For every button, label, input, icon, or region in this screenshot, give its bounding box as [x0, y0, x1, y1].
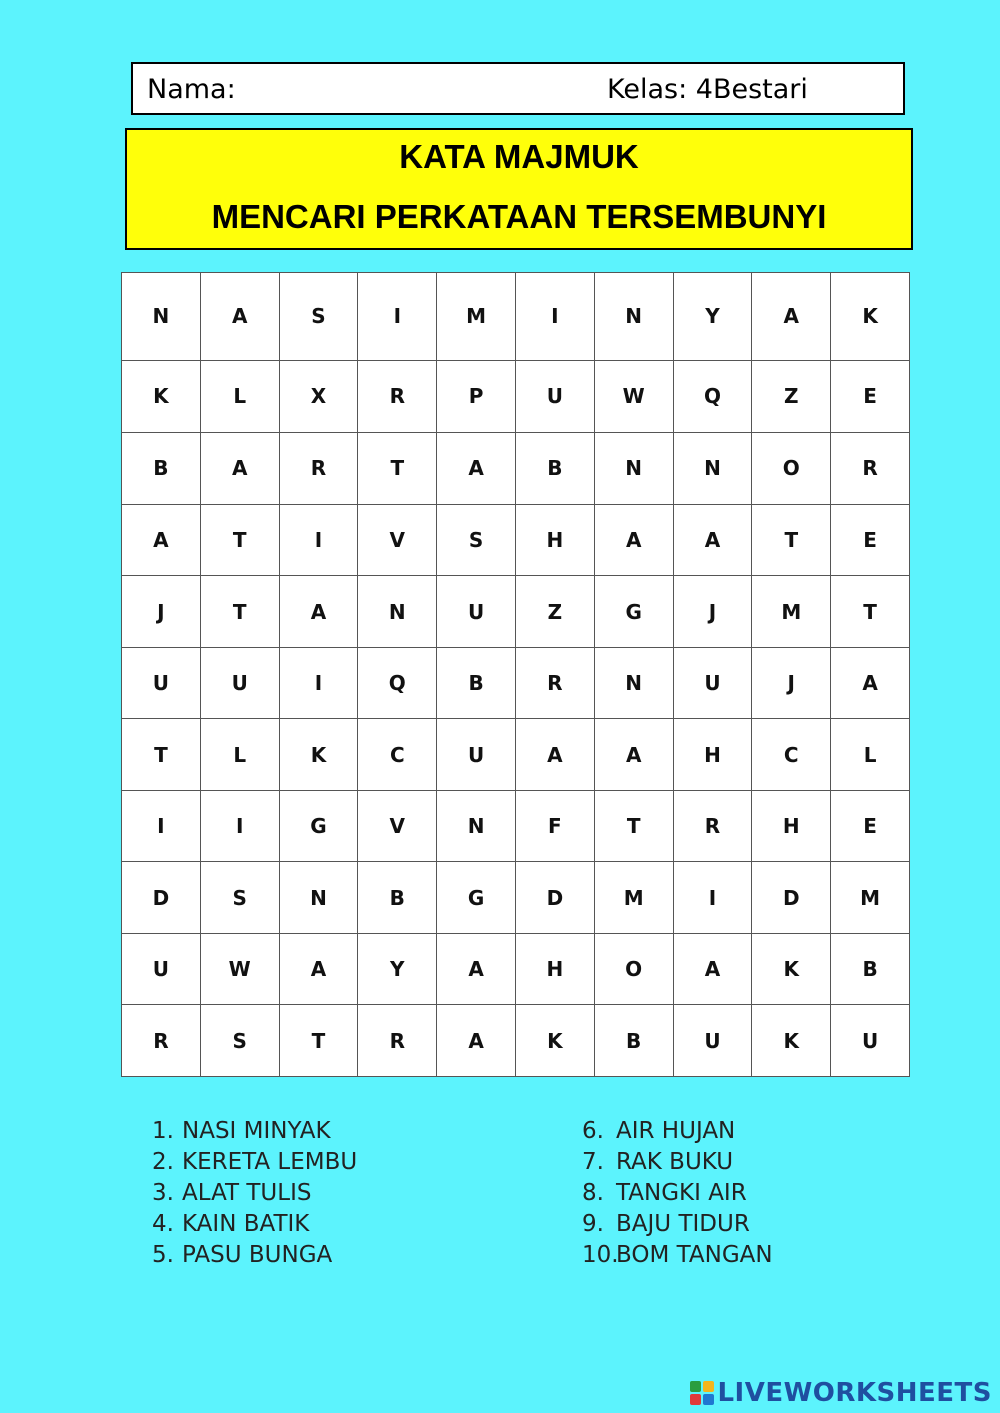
- grid-cell[interactable]: R: [358, 360, 437, 433]
- grid-cell[interactable]: L: [200, 360, 279, 433]
- grid-cell[interactable]: I: [122, 790, 201, 862]
- grid-cell[interactable]: Z: [752, 360, 831, 433]
- grid-cell[interactable]: A: [437, 433, 516, 505]
- grid-cell[interactable]: B: [122, 433, 201, 505]
- grid-cell[interactable]: N: [358, 576, 437, 648]
- grid-cell[interactable]: H: [515, 933, 594, 1005]
- grid-row: [122, 719, 910, 791]
- grid-cell[interactable]: A: [437, 933, 516, 1005]
- grid-cell[interactable]: S: [279, 273, 358, 361]
- word-text: KERETA LEMBU: [182, 1149, 358, 1175]
- grid-row: [122, 433, 910, 505]
- word-text: AIR HUJAN: [616, 1118, 736, 1144]
- grid-row: [122, 933, 910, 1005]
- grid-cell[interactable]: U: [673, 1005, 752, 1077]
- grid-row: [122, 647, 910, 719]
- grid-cell[interactable]: G: [594, 576, 673, 648]
- word-text: BOM TANGAN: [616, 1242, 773, 1268]
- grid-cell[interactable]: J: [122, 576, 201, 648]
- grid-cell[interactable]: H: [515, 504, 594, 576]
- word-number: 2.: [152, 1149, 174, 1175]
- grid-cell[interactable]: Y: [673, 273, 752, 361]
- grid-cell[interactable]: K: [752, 933, 831, 1005]
- grid-cell[interactable]: N: [594, 433, 673, 505]
- grid-cell[interactable]: N: [594, 273, 673, 361]
- grid-cell[interactable]: A: [437, 1005, 516, 1077]
- grid-row: [122, 576, 910, 648]
- grid-cell[interactable]: U: [437, 719, 516, 791]
- word-number: 6.: [582, 1118, 604, 1144]
- grid-cell[interactable]: F: [515, 790, 594, 862]
- grid-cell[interactable]: J: [752, 647, 831, 719]
- word-text: RAK BUKU: [616, 1149, 734, 1175]
- grid-cell[interactable]: N: [279, 862, 358, 934]
- grid-cell[interactable]: A: [200, 433, 279, 505]
- grid-cell[interactable]: G: [437, 862, 516, 934]
- grid-cell[interactable]: K: [831, 273, 910, 361]
- grid-row: [122, 790, 910, 862]
- grid-cell[interactable]: I: [279, 504, 358, 576]
- grid-cell[interactable]: R: [673, 790, 752, 862]
- grid-cell[interactable]: T: [831, 576, 910, 648]
- grid-cell[interactable]: T: [358, 433, 437, 505]
- grid-cell[interactable]: E: [831, 360, 910, 433]
- word-list-item: [152, 1209, 357, 1240]
- grid-row: [122, 360, 910, 433]
- word-list-item: [582, 1209, 773, 1240]
- grid-cell[interactable]: H: [752, 790, 831, 862]
- grid-cell[interactable]: B: [831, 933, 910, 1005]
- word-number: 8.: [582, 1180, 604, 1206]
- grid-row: [122, 1005, 910, 1077]
- brand-name: LIVEWORKSHEETS: [717, 1378, 992, 1408]
- grid-cell[interactable]: T: [200, 576, 279, 648]
- word-number: 4.: [152, 1211, 174, 1237]
- word-list-item: [582, 1147, 773, 1178]
- grid-cell[interactable]: N: [122, 273, 201, 361]
- grid-cell[interactable]: A: [279, 576, 358, 648]
- grid-cell[interactable]: S: [200, 862, 279, 934]
- student-info-box: [131, 62, 905, 115]
- word-number: 3.: [152, 1180, 174, 1206]
- grid-cell[interactable]: D: [122, 862, 201, 934]
- word-list-left: [152, 1116, 357, 1271]
- grid-cell[interactable]: C: [752, 719, 831, 791]
- grid-cell[interactable]: T: [200, 504, 279, 576]
- title-banner: [125, 128, 913, 250]
- grid-cell[interactable]: U: [831, 1005, 910, 1077]
- grid-cell[interactable]: U: [122, 933, 201, 1005]
- grid-cell[interactable]: C: [358, 719, 437, 791]
- grid-cell[interactable]: W: [200, 933, 279, 1005]
- grid-cell[interactable]: I: [673, 862, 752, 934]
- grid-cell[interactable]: T: [594, 790, 673, 862]
- title-line-1: KATA MAJMUK: [399, 138, 639, 175]
- grid-cell[interactable]: E: [831, 790, 910, 862]
- liveworksheets-brand: [690, 1378, 992, 1408]
- grid-cell[interactable]: D: [752, 862, 831, 934]
- grid-cell[interactable]: M: [831, 862, 910, 934]
- word-text: BAJU TIDUR: [616, 1211, 750, 1237]
- grid-cell[interactable]: O: [594, 933, 673, 1005]
- grid-cell[interactable]: M: [752, 576, 831, 648]
- grid-cell[interactable]: A: [752, 273, 831, 361]
- grid-cell[interactable]: S: [437, 504, 516, 576]
- nama-label: Nama:: [147, 74, 236, 105]
- grid-cell[interactable]: I: [200, 790, 279, 862]
- grid-cell[interactable]: U: [437, 576, 516, 648]
- grid-cell[interactable]: B: [437, 647, 516, 719]
- grid-cell[interactable]: U: [200, 647, 279, 719]
- grid-cell[interactable]: R: [122, 1005, 201, 1077]
- word-list-item: [152, 1240, 357, 1271]
- grid-cell[interactable]: K: [752, 1005, 831, 1077]
- grid-cell[interactable]: R: [831, 433, 910, 505]
- word-list-right: [582, 1116, 773, 1271]
- grid-cell[interactable]: D: [515, 862, 594, 934]
- grid-cell[interactable]: K: [515, 1005, 594, 1077]
- grid-cell[interactable]: T: [752, 504, 831, 576]
- word-text: PASU BUNGA: [182, 1242, 333, 1268]
- grid-cell[interactable]: L: [831, 719, 910, 791]
- word-text: TANGKI AIR: [616, 1180, 747, 1206]
- grid-cell[interactable]: T: [122, 719, 201, 791]
- grid-cell[interactable]: U: [673, 647, 752, 719]
- word-number: 1.: [152, 1118, 174, 1144]
- grid-cell[interactable]: U: [122, 647, 201, 719]
- grid-cell[interactable]: Y: [358, 933, 437, 1005]
- grid-cell[interactable]: A: [594, 504, 673, 576]
- grid-cell[interactable]: A: [279, 933, 358, 1005]
- grid-cell[interactable]: I: [358, 273, 437, 361]
- grid-cell[interactable]: I: [279, 647, 358, 719]
- grid-cell[interactable]: A: [122, 504, 201, 576]
- grid-row: [122, 504, 910, 576]
- liveworksheets-logo-icon: [690, 1381, 714, 1405]
- title-line-2: MENCARI PERKATAAN TERSEMBUNYI: [211, 198, 827, 235]
- grid-cell[interactable]: L: [200, 719, 279, 791]
- grid-cell[interactable]: Q: [358, 647, 437, 719]
- grid-cell[interactable]: A: [831, 647, 910, 719]
- grid-cell[interactable]: X: [279, 360, 358, 433]
- grid-cell[interactable]: W: [594, 360, 673, 433]
- grid-cell[interactable]: K: [279, 719, 358, 791]
- grid-cell[interactable]: U: [515, 360, 594, 433]
- grid-cell[interactable]: V: [358, 504, 437, 576]
- grid-cell[interactable]: J: [673, 576, 752, 648]
- word-text: KAIN BATIK: [182, 1211, 310, 1237]
- grid-row: [122, 273, 910, 361]
- grid-cell[interactable]: Z: [515, 576, 594, 648]
- word-number: 10.: [582, 1242, 619, 1268]
- word-text: NASI MINYAK: [182, 1118, 331, 1144]
- word-list-item: [582, 1116, 773, 1147]
- grid-row: [122, 862, 910, 934]
- grid-cell[interactable]: A: [594, 719, 673, 791]
- word-number: 7.: [582, 1149, 604, 1175]
- word-list-item: [152, 1147, 357, 1178]
- grid-cell[interactable]: G: [279, 790, 358, 862]
- grid-cell[interactable]: A: [515, 719, 594, 791]
- grid-cell[interactable]: N: [673, 433, 752, 505]
- word-list-item: [582, 1240, 773, 1271]
- grid-cell[interactable]: E: [831, 504, 910, 576]
- word-list-item: [582, 1178, 773, 1209]
- grid-cell[interactable]: Q: [673, 360, 752, 433]
- grid-cell[interactable]: N: [437, 790, 516, 862]
- grid-cell[interactable]: S: [200, 1005, 279, 1077]
- word-search-grid: [121, 272, 910, 1077]
- grid-cell[interactable]: B: [594, 1005, 673, 1077]
- word-text: ALAT TULIS: [182, 1180, 312, 1206]
- word-number: 9.: [582, 1211, 604, 1237]
- grid-cell[interactable]: H: [673, 719, 752, 791]
- grid-cell[interactable]: O: [752, 433, 831, 505]
- grid-cell[interactable]: B: [358, 862, 437, 934]
- grid-cell[interactable]: A: [673, 933, 752, 1005]
- word-list-item: [152, 1116, 357, 1147]
- grid-cell[interactable]: P: [437, 360, 516, 433]
- grid-cell[interactable]: M: [437, 273, 516, 361]
- word-number: 5.: [152, 1242, 174, 1268]
- grid-cell[interactable]: V: [358, 790, 437, 862]
- grid-cell[interactable]: A: [673, 504, 752, 576]
- grid-cell[interactable]: N: [594, 647, 673, 719]
- grid-cell[interactable]: R: [515, 647, 594, 719]
- grid-cell[interactable]: I: [515, 273, 594, 361]
- word-list-item: [152, 1178, 357, 1209]
- grid-cell[interactable]: A: [200, 273, 279, 361]
- grid-cell[interactable]: R: [358, 1005, 437, 1077]
- kelas-label: Kelas: 4Bestari: [607, 74, 808, 105]
- grid-cell[interactable]: R: [279, 433, 358, 505]
- grid-cell[interactable]: B: [515, 433, 594, 505]
- grid-cell[interactable]: K: [122, 360, 201, 433]
- grid-cell[interactable]: T: [279, 1005, 358, 1077]
- grid-cell[interactable]: M: [594, 862, 673, 934]
